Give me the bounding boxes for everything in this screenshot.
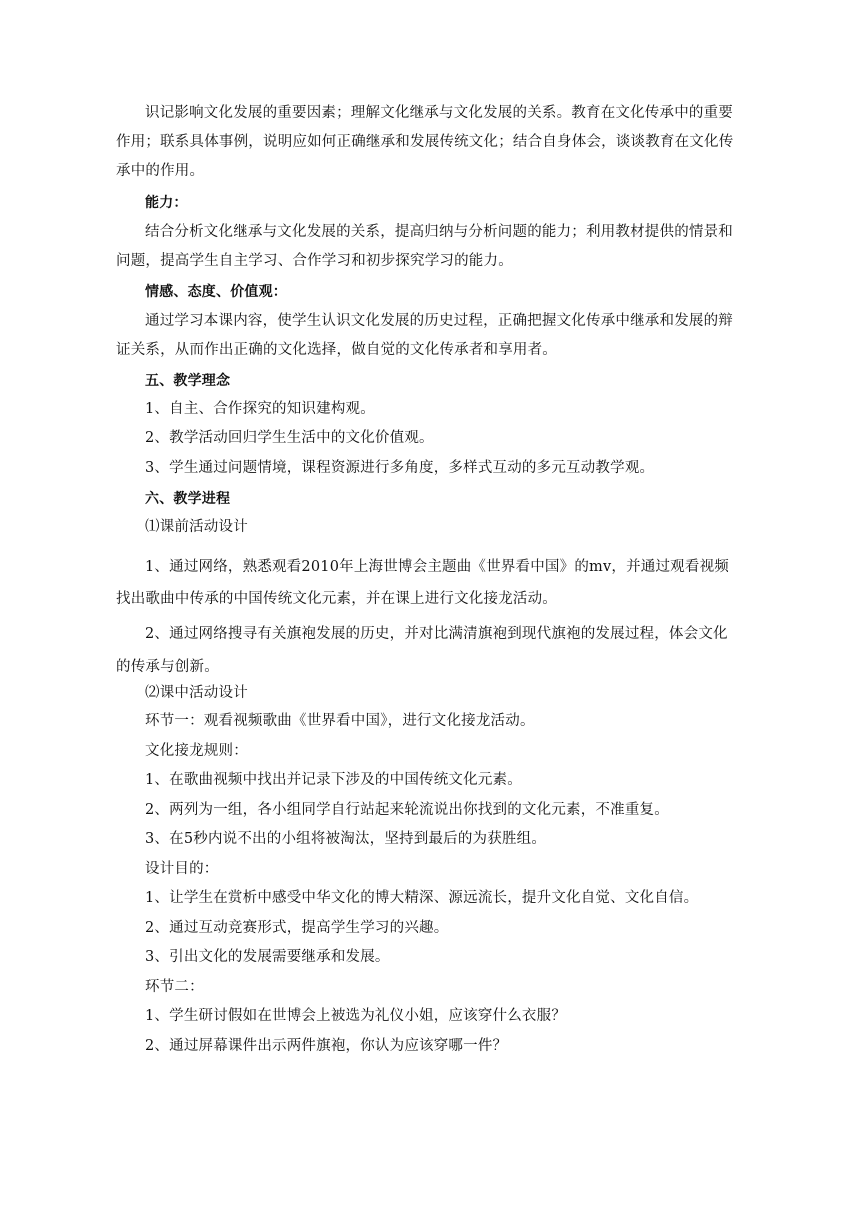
paragraph-line: 作用；联系具体事例，说明应如何正确继承和发展传统文化；结合自身体会，谈谈教育在文化传 [116, 134, 734, 150]
list-item: 3、在5秒内说不出的小组将被淘汰，坚持到最后的为获胜组。 [145, 831, 547, 847]
list-item: 2、通过网络搜寻有关旗袍发展的历史，并对比满清旗袍到现代旗袍的发展过程，体会文化 [145, 626, 728, 642]
subsection-heading: ⑵课中活动设计 [145, 685, 248, 701]
paragraph-line: 通过学习本课内容，使学生认识文化发展的历史过程，正确把握文化传承中继承和发展的辩 [145, 313, 733, 329]
list-item: 1、在歌曲视频中找出并记录下涉及的中国传统文化元素。 [145, 772, 522, 788]
paragraph-line: 证关系，从而作出正确的文化选择，做自觉的文化传承者和享用者。 [116, 342, 557, 358]
section-heading: 六、教学进程 [145, 491, 231, 507]
list-item: 2、通过屏幕课件出示两件旗袍，你认为应该穿哪一件？ [145, 1038, 508, 1054]
subsection-heading: ⑴课前活动设计 [145, 519, 248, 535]
list-item: 1、通过网络，熟悉观看2010年上海世博会主题曲《世界看中国》的mv，并通过观看视频 [145, 559, 729, 575]
paragraph-line: 环节一：观看视频歌曲《世界看中国》，进行文化接龙活动。 [145, 713, 535, 729]
list-item: 1、让学生在赏析中感受中华文化的博大精深、源远流长，提升文化自觉、文化自信。 [145, 890, 699, 906]
section-heading: 能力： [145, 195, 188, 211]
paragraph-line: 设计目的： [145, 861, 219, 877]
paragraph-line: 承中的作用。 [116, 163, 205, 179]
paragraph-line: 文化接龙规则： [145, 743, 248, 759]
list-item: 3、引出文化的发展需要继承和发展。 [145, 949, 390, 965]
list-item: 1、自主、合作探究的知识建构观。 [145, 401, 375, 417]
paragraph-line: 环节二： [145, 979, 204, 995]
list-item: 1、学生研讨假如在世博会上被选为礼仪小姐，应该穿什么衣服？ [145, 1008, 567, 1024]
list-item: 2、通过互动竞赛形式，提高学生学习的兴趣。 [145, 920, 449, 936]
paragraph-line: 结合分析文化继承与文化发展的关系，提高归纳与分析问题的能力；利用教材提供的情景和 [145, 224, 733, 240]
section-heading: 情感、态度、价值观： [145, 284, 287, 300]
list-item: 2、两列为一组，各小组同学自行站起来轮流说出你找到的文化元素，不准重复。 [145, 802, 669, 818]
section-heading: 五、教学理念 [145, 373, 231, 389]
list-item: 3、学生通过问题情境，课程资源进行多角度，多样式互动的多元互动教学观。 [145, 460, 655, 476]
paragraph-line: 识记影响文化发展的重要因素；理解文化继承与文化发展的关系。教育在文化传承中的重要 [145, 105, 733, 121]
paragraph-line: 问题，提高学生自主学习、合作学习和初步探究学习的能力。 [116, 253, 513, 269]
list-item: 2、教学活动回归学生生活中的文化价值观。 [145, 430, 434, 446]
paragraph-line: 的传承与创新。 [116, 659, 219, 675]
paragraph-line: 找出歌曲中传承的中国传统文化元素，并在课上进行文化接龙活动。 [116, 591, 557, 607]
